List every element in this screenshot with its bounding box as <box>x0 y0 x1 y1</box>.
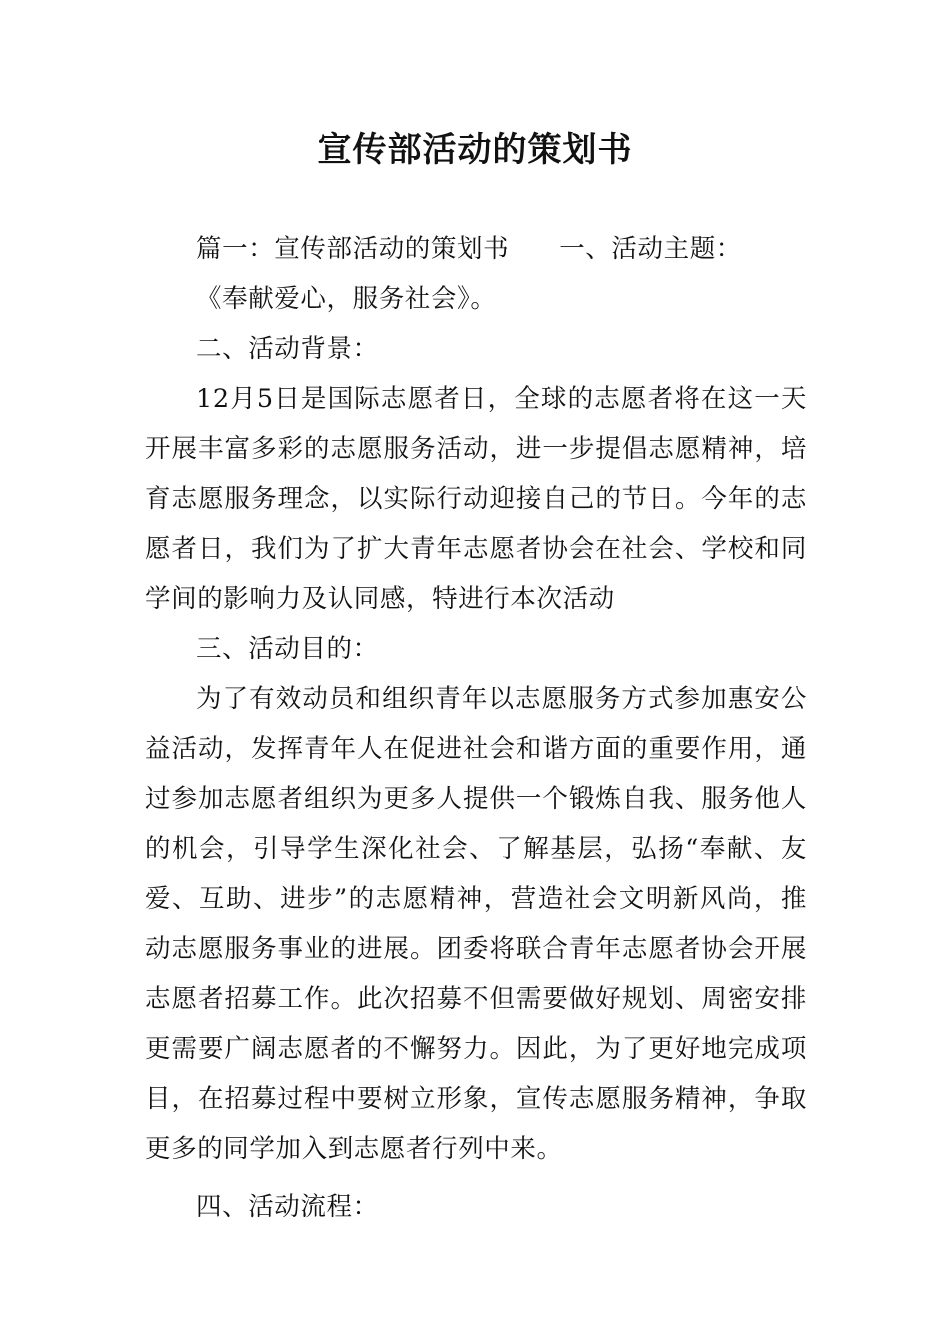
section-3-heading: 三、活动目的： <box>196 634 379 664</box>
intro-line <box>145 224 807 274</box>
theme-line: 《奉献爱心，服务社会》。 <box>196 284 497 314</box>
document-body <box>145 224 807 1232</box>
intro-part-a: 篇一：宣传部活动的策划书 <box>196 234 510 264</box>
section-3-paragraph: 为了有效动员和组织青年以志愿服务方式参加惠安公益活动，发挥青年人在促进社会和谐方面的重要作用，通过参加志愿者组织为更多人提供一个锻炼自我、服务他人的机会，引导学生深化社会、了解基层，弘扬“奉献、友爱、互助、进步”的志愿精神，营造社会文明新风尚，推动志愿服务事业的进展。团委将联合青年志愿者协会开展志愿者招募工作。此次招募不但需要做好规划、周密安排更需要广阔志愿者的不懈努力。因此，为了更好地完成项目，在招募过程中要树立形象，宣传志愿服务精神，争取更多的同学加入到志愿者行列中来。 <box>145 684 807 1164</box>
section-4-heading: 四、活动流程： <box>196 1192 379 1222</box>
section-2-paragraph: 12月5日是国际志愿者日，全球的志愿者将在这一天开展丰富多彩的志愿服务活动，进一步提倡志愿精神，培育志愿服务理念，以实际行动迎接自己的节日。今年的志愿者日，我们为了扩大青年志愿者协会在社会、学校和同学间的影响力及认同感，特进行本次活动 <box>145 384 807 614</box>
document-title: 宣传部活动的策划书 <box>317 130 633 170</box>
section-2-heading: 二、活动背景： <box>196 334 379 364</box>
intro-part-b: 一、活动主题： <box>559 234 742 264</box>
